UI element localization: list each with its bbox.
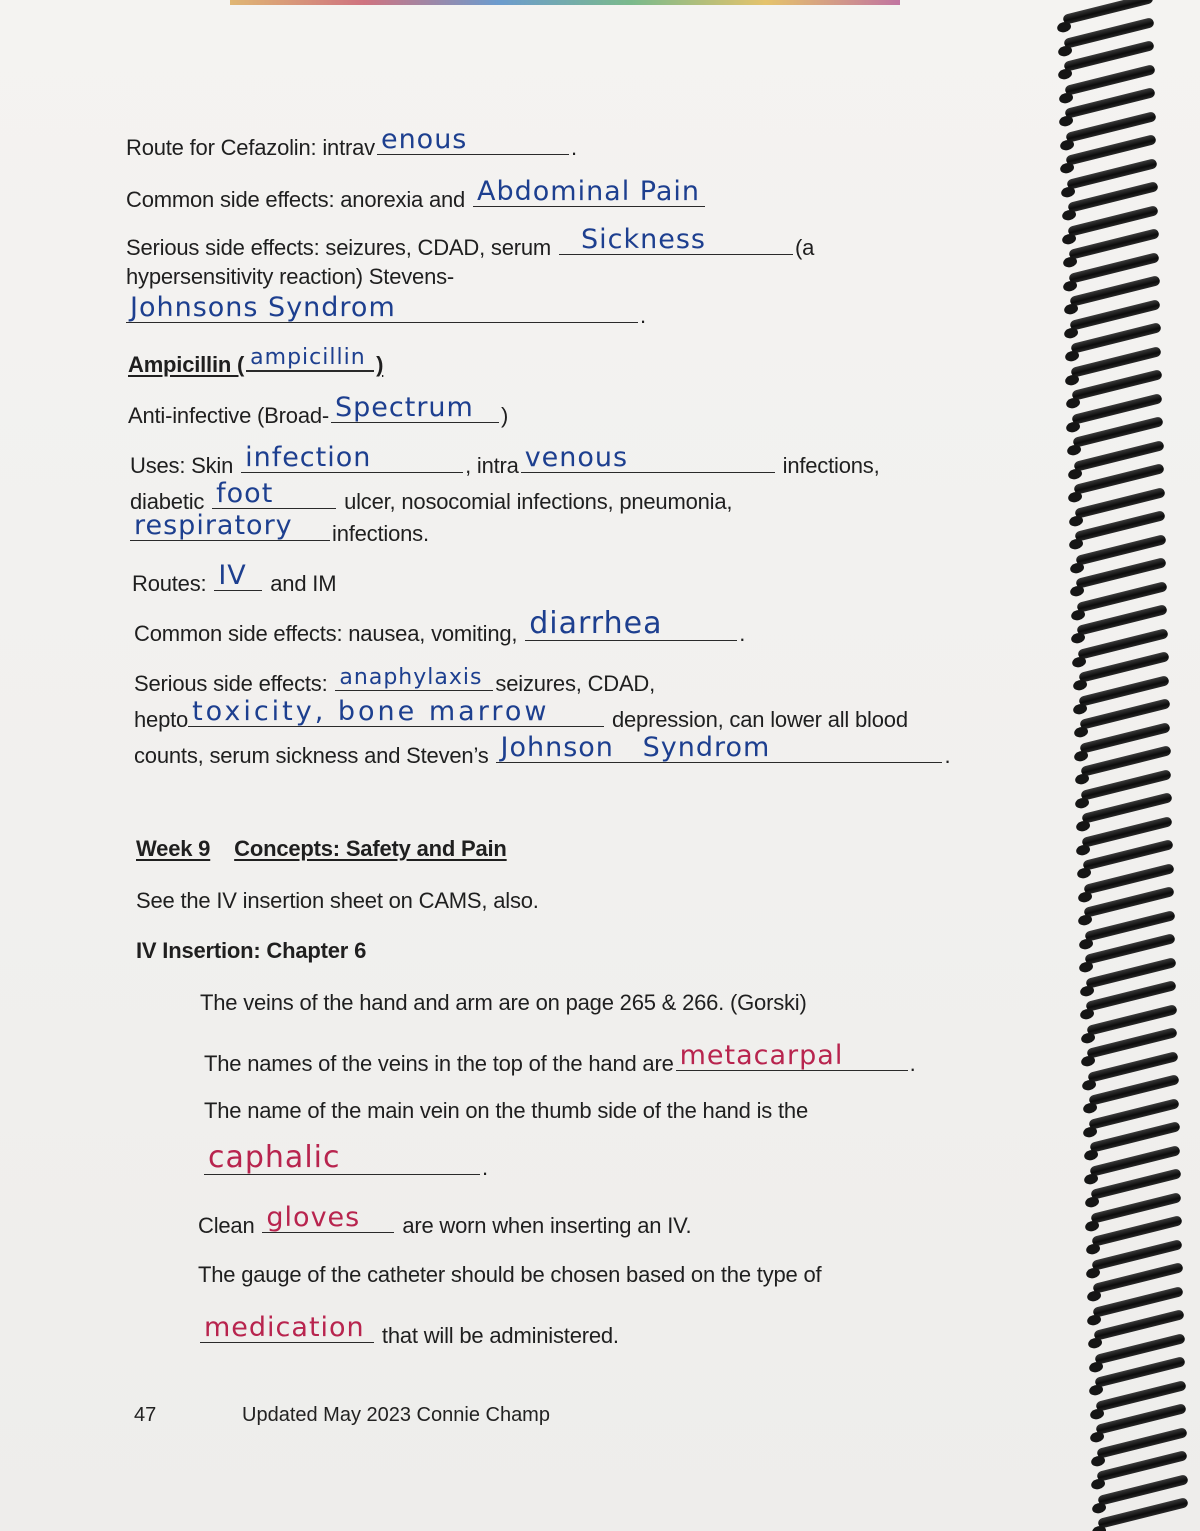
iv-insertion-heading xyxy=(136,938,366,964)
uses-blank-2 xyxy=(521,442,775,473)
main-vein-text: The name of the main vein on the thumb side of the hand is the xyxy=(204,1098,808,1123)
concepts-label: Concepts: Safety and Pain xyxy=(234,836,507,861)
gloves-blank xyxy=(262,1202,394,1233)
cefazolin-serious-label: Serious side effects: seizures, CDAD, serum xyxy=(126,235,552,260)
page-number: 47 xyxy=(134,1404,157,1426)
clean-gloves-line xyxy=(198,1202,692,1239)
cefazolin-route-blank xyxy=(377,124,569,155)
ampicillin-common-blank xyxy=(525,606,737,641)
ampicillin-common-label: Common side effects: nausea, vomiting, xyxy=(134,621,518,646)
cefazolin-serious-blank xyxy=(559,224,793,255)
cefazolin-serious-suffix: (a xyxy=(794,235,815,260)
cefazolin-serious-line2 xyxy=(126,264,454,290)
handwritten-respiratory: respiratory xyxy=(134,510,293,541)
ampicillin-common-line xyxy=(134,606,746,647)
counts-blank xyxy=(496,732,942,763)
cefazolin-route-line xyxy=(126,124,577,161)
handwritten-serious-answer: Sickness xyxy=(580,224,706,255)
main-vein-answer-line xyxy=(204,1140,488,1181)
week-label: Week 9 xyxy=(136,836,211,861)
uses-blank-1 xyxy=(241,442,463,473)
ampicillin-serious-line xyxy=(134,664,655,697)
see-sheet-text: See the IV insertion sheet on CAMS, also. xyxy=(136,888,539,913)
ampicillin-title xyxy=(128,344,383,378)
updated-note: Updated May 2023 Connie Champ xyxy=(242,1404,550,1426)
ampicillin-uses-line xyxy=(130,442,880,479)
ampicillin-hepto-line xyxy=(134,696,908,733)
handwritten-medication: medication xyxy=(204,1312,365,1343)
gauge-line xyxy=(198,1262,821,1288)
cefazolin-serious-line3 xyxy=(126,292,646,329)
counts-label: counts, serum sickness and Steven’s xyxy=(134,743,489,768)
ampicillin-resp-line xyxy=(130,510,429,547)
medication-blank xyxy=(200,1312,374,1343)
gauge-text: The gauge of the catheter should be chosen based on the type of xyxy=(198,1262,822,1287)
paren: ) xyxy=(501,403,509,428)
period: . xyxy=(739,621,746,646)
handwritten-ampicillin: ampicillin xyxy=(250,345,366,370)
vein-names-blank xyxy=(676,1040,908,1071)
clean-label: Clean xyxy=(198,1213,255,1238)
handwritten-spectrum: Spectrum xyxy=(335,392,474,423)
hepto-blank xyxy=(188,696,604,727)
period: . xyxy=(909,1051,916,1076)
veins-page-line xyxy=(200,990,807,1016)
vein-names-line xyxy=(204,1040,916,1077)
handwritten-toxicity: toxicity, bone marrow xyxy=(192,696,550,727)
diabetic-suffix-text: ulcer, nosocomial infections, pneumonia, xyxy=(344,489,733,514)
diabetic-blank xyxy=(212,478,336,509)
period: . xyxy=(482,1155,488,1180)
handwritten-common-answer: Abdominal Pain xyxy=(477,176,701,207)
clean-suffix-text: are worn when inserting an IV. xyxy=(402,1213,692,1238)
handwritten-serious-answer2: Johnsons Syndrom xyxy=(130,292,396,323)
main-vein-blank xyxy=(204,1140,480,1175)
uses-suffix-text: infections, xyxy=(782,453,880,478)
handwritten-iv: IV xyxy=(218,560,247,591)
veins-page-text: The veins of the hand and arm are on page 265 & 266. (Gorski) xyxy=(200,990,807,1015)
cefazolin-serious-line2-text: hypersensitivity reaction) Stevens- xyxy=(126,264,455,289)
colored-tab-strip xyxy=(230,0,900,5)
resp-suffix-text: infections. xyxy=(332,521,429,546)
handwritten-anaphylaxis: anaphylaxis xyxy=(339,665,483,690)
gauge-suffix-text: that will be administered. xyxy=(381,1323,619,1348)
resp-blank xyxy=(130,510,330,541)
ampicillin-anti-label: Anti-infective (Broad- xyxy=(128,403,330,428)
main-vein-line xyxy=(204,1098,808,1124)
ampicillin-title-paren: ) xyxy=(376,352,384,377)
cefazolin-route-label: Route for Cefazolin: intrav xyxy=(126,135,375,160)
handwritten-gloves: gloves xyxy=(266,1202,361,1233)
period: . xyxy=(640,303,646,328)
ampicillin-anti-blank xyxy=(331,392,499,423)
ampicillin-serious-blank xyxy=(335,664,493,691)
ampicillin-counts-line xyxy=(134,732,951,769)
handwritten-venous: venous xyxy=(524,442,629,473)
cefazolin-common-blank xyxy=(473,176,705,207)
ampicillin-anti-line xyxy=(128,392,509,429)
handwritten-metacarpal: metacarpal xyxy=(679,1040,844,1071)
handwritten-johnson-syndrom: Johnson Syndrom xyxy=(500,732,771,763)
handwritten-diarrhea: diarrhea xyxy=(529,606,663,641)
routes-blank xyxy=(214,560,262,591)
uses-mid-text: , intra xyxy=(465,453,519,478)
hepto-label: hepto xyxy=(134,707,189,732)
see-sheet-line xyxy=(136,888,539,914)
diabetic-label: diabetic xyxy=(130,489,205,514)
gauge-answer-line xyxy=(200,1312,619,1349)
handwritten-caphalic: caphalic xyxy=(208,1140,341,1175)
ampicillin-title-blank xyxy=(246,344,374,372)
cefazolin-common-line xyxy=(126,176,707,213)
week9-heading xyxy=(136,836,507,862)
hepto-suffix-text: depression, can lower all blood xyxy=(611,707,908,732)
ampicillin-title-text: Ampicillin ( xyxy=(128,352,245,377)
handwritten-infection: infection xyxy=(245,442,372,473)
ampicillin-uses-label: Uses: Skin xyxy=(130,453,234,478)
cefazolin-common-label: Common side effects: anorexia and xyxy=(126,187,466,212)
ampicillin-serious-suffix: seizures, CDAD, xyxy=(495,671,656,696)
iv-insertion-text: IV Insertion: Chapter 6 xyxy=(136,938,367,963)
spiral-binding xyxy=(1036,0,1200,1531)
ampicillin-routes-line xyxy=(132,560,337,597)
vein-names-label: The names of the veins in the top of the hand are xyxy=(204,1051,674,1076)
handwritten-foot: foot xyxy=(216,478,274,509)
period: . xyxy=(570,135,577,160)
cefazolin-serious-blank2 xyxy=(126,292,638,323)
ampicillin-serious-label: Serious side effects: xyxy=(134,671,328,696)
cefazolin-serious-line xyxy=(126,224,815,261)
routes-suffix-text: and IM xyxy=(270,571,337,596)
period: . xyxy=(944,743,951,768)
handwritten-route-answer: enous xyxy=(380,124,468,155)
routes-label: Routes: xyxy=(132,571,207,596)
